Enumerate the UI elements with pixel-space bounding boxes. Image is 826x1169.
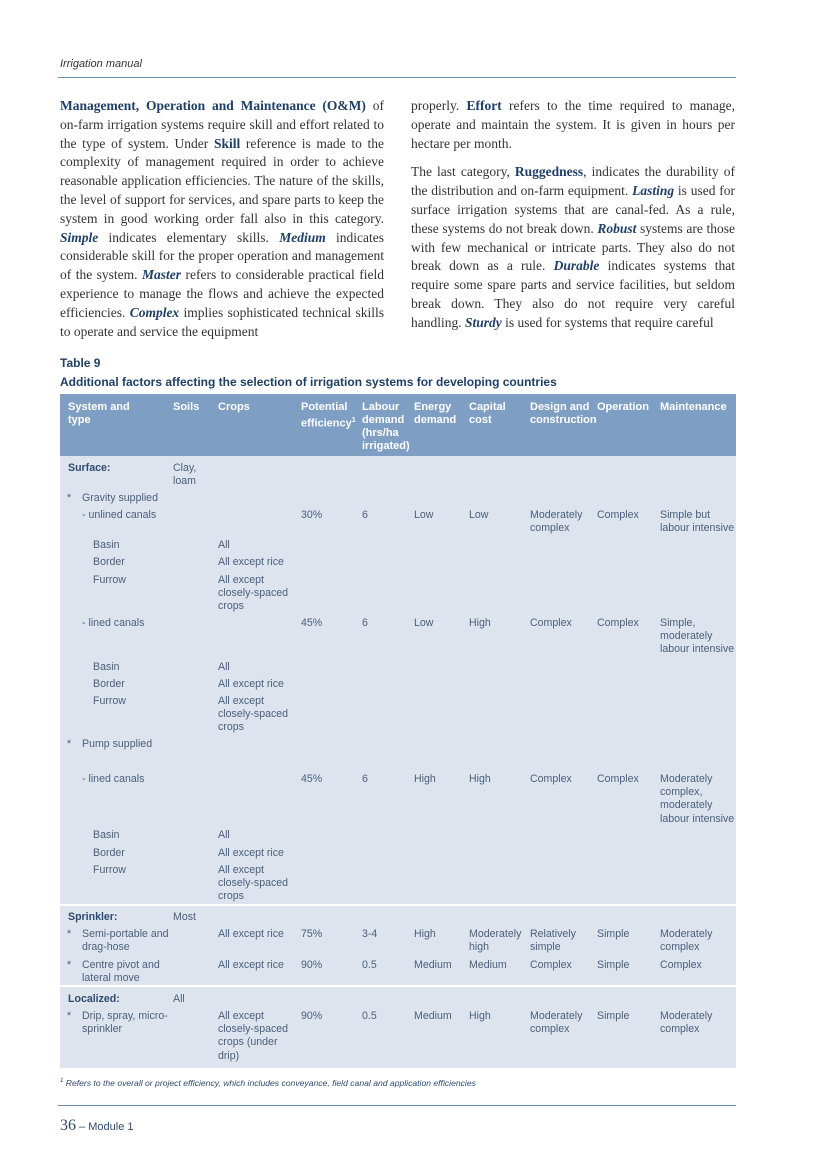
table-cell: Border [93,556,125,568]
text: , indicates the durability of the distribution and on-farm equipment. [411,164,735,199]
bullet-star: * [67,492,72,504]
table-cell: Moderately complex [530,1010,583,1036]
text: refers to the time required to manage, operate and maintain the system. It is given in hours per hectare per month. [411,98,735,151]
footnote-sup: 1 [60,1078,64,1085]
table-cell: Simple [597,928,630,940]
table-cell: Complex [597,617,639,629]
row-group-localized: Localized: [68,993,120,1005]
text: The last category, [411,164,515,180]
table-cell: Complex [660,959,702,971]
table-cell: Complex [530,959,572,971]
table-cell: 30% [301,509,323,521]
table-cell: Complex [597,773,639,785]
table-cell: - lined canals [82,773,145,785]
table-cell: Most [173,911,196,923]
table-cell: - lined canals [82,617,145,629]
table-cell: - unlined canals [82,509,157,521]
module-label: – Module 1 [76,1121,134,1133]
page-footer [60,1117,133,1135]
table-footnote [60,1078,476,1088]
table-cell: All except closely-spaced crops [218,695,289,734]
bullet-star: * [67,1010,72,1022]
table-cell: Low [414,617,434,629]
header-maintenance: Maintenance [660,401,727,413]
table-cell: Simple [597,959,630,971]
term-effort: Effort [466,98,502,113]
text: indicates systems that require some spare parts and service facilities, but seldom break down. They also do not require very careful handling. [411,258,735,330]
table-cell: Complex [597,509,639,521]
table-cell: 90% [301,1010,323,1022]
term-om: Management, Operation and Maintenance (O&M) [60,98,366,113]
table-cell: Moderately complex, moderately labour intensive [660,773,735,825]
text: is used for surface irrigation systems that are canal-fed. As a rule, these systems do not break down. [411,183,736,236]
text: systems are those with few mechanical or intricate parts. They also do not break down as a rule. [411,220,735,274]
table-cell: High [414,773,436,785]
table-cell: Border [93,678,125,690]
header-labour: Labour demand (hrs/ha irrigated) [362,401,410,452]
table-cell: All [173,993,185,1005]
text: refers to considerable practical field experience to manage the flows and achieve the expected efficiencies. [60,267,384,320]
table-cell: All except rice [218,678,284,690]
bullet-star: * [67,959,72,971]
table-title: Additional factors affecting the selection of irrigation systems for developing countries [60,375,557,389]
table-cell: Pump supplied [82,738,153,750]
table-cell: High [469,617,491,629]
term-robust: Robust [597,220,637,236]
table-cell: Basin [93,539,120,551]
table-cell: Furrow [93,864,126,876]
row-separator [60,904,736,906]
header-operation: Operation [597,401,649,413]
text: implies sophisticated technical skills to operate and service the equipment [60,304,385,339]
table-cell: Semi-portable and drag-hose [82,928,169,954]
header-system: System and type [68,401,130,426]
term-simple: Simple [60,229,99,245]
header-crops: Crops [218,401,250,413]
paragraph [411,163,735,332]
bullet-star: * [67,738,72,750]
table-cell: 6 [362,773,368,785]
header-design: Design and construction [530,401,597,426]
term-ruggedness: Ruggedness [514,164,584,180]
text: of on-farm irrigation systems require skill and effort related to the type of system. Under [60,98,384,151]
table-header [60,394,736,456]
table-cell: Gravity supplied [82,492,158,504]
table-cell: All except rice [218,928,284,940]
header-efficiency [301,401,361,431]
header-energy: Energy demand [414,401,457,426]
table-cell: 3-4 [362,928,378,940]
left-column [60,97,384,351]
table-cell: Basin [93,829,120,841]
table-cell: All except closely-spaced crops [218,864,289,903]
bullet-star: * [67,928,72,940]
row-separator [60,985,736,987]
paragraph [411,97,735,153]
table-cell: Relatively simple [530,928,576,954]
table-cell: Basin [93,661,120,673]
table-cell: Low [469,509,489,521]
term-lasting: Lasting [632,183,675,199]
term-master: Master [142,267,182,283]
header-efficiency-sup: 1 [351,417,356,424]
paragraph [60,97,384,341]
table-cell: All except rice [218,959,284,971]
table-cell: All [218,539,230,551]
right-column [411,97,735,343]
table-cell: Furrow [93,574,126,586]
row-group-surface: Surface: [68,462,111,474]
term-skill: Skill [213,135,241,151]
row-group-sprinkler: Sprinkler: [68,911,118,923]
term-durable: Durable [553,258,600,274]
table-cell: Moderately high [469,928,522,954]
table-cell: Complex [530,773,572,785]
page-number: 36 [60,1117,76,1134]
table-cell: All except closely-spaced crops (under drip) [218,1010,289,1062]
text: properly. [411,98,467,113]
table-cell: Simple, moderately labour intensive [660,617,735,656]
table-cell: All except closely-spaced crops [218,574,289,613]
table-cell: Clay, loam [173,462,197,488]
table-cell: Furrow [93,695,126,707]
header-capital: Capital cost [469,401,506,426]
table-cell: Complex [530,617,572,629]
table-cell: All [218,661,230,673]
table-cell: High [469,1010,491,1022]
table-cell: Simple [597,1010,630,1022]
table-cell: Medium [414,1010,452,1022]
table-cell: Moderately complex [530,509,583,535]
table-cell: All [218,829,230,841]
header-soils: Soils [173,401,200,413]
table-cell: Drip, spray, micro-sprinkler [82,1010,168,1036]
table-cell: High [414,928,436,940]
footnote-text: Refers to the overall or project efficiency, which includes conveyance, field canal and application efficiencies [63,1078,476,1088]
term-sturdy: Sturdy [465,314,502,330]
table-cell: All except rice [218,556,284,568]
table-cell: High [469,773,491,785]
table-cell: Moderately complex [660,1010,713,1036]
table-cell: Centre pivot and lateral move [82,959,160,985]
header-rule [58,77,736,78]
term-medium: Medium [279,229,326,245]
text: indicates elementary skills. [98,229,280,245]
text: indicates considerable skill for the proper operation and management of the system. [60,229,384,283]
text: is used for systems that require careful [501,314,714,330]
table-cell: 45% [301,617,323,629]
running-head: Irrigation manual [60,58,142,70]
table-cell: Simple but labour intensive [660,509,735,535]
table-cell: 6 [362,617,368,629]
header-efficiency-text: Potential efficiency [301,401,352,430]
table [60,394,736,1068]
table-cell: 90% [301,959,323,971]
table-cell: All except rice [218,847,284,859]
text: reference is made to the complexity of management required in order to achieve reasonable application efficiencies. The nature of the skills, the level of support for services, and spare parts to keep the system in good working order fall also in this category. [60,135,384,226]
table-cell: Moderately complex [660,928,713,954]
table-cell: 6 [362,509,368,521]
table-cell: Border [93,847,125,859]
table-cell: 0.5 [362,1010,377,1022]
table-cell: 75% [301,928,323,940]
table-cell: 45% [301,773,323,785]
table-cell: Medium [414,959,452,971]
table-cell: Medium [469,959,507,971]
table-number: Table 9 [60,356,101,370]
footer-rule [58,1105,736,1106]
table-cell: 0.5 [362,959,377,971]
table-cell: Low [414,509,434,521]
term-complex: Complex [129,304,180,320]
